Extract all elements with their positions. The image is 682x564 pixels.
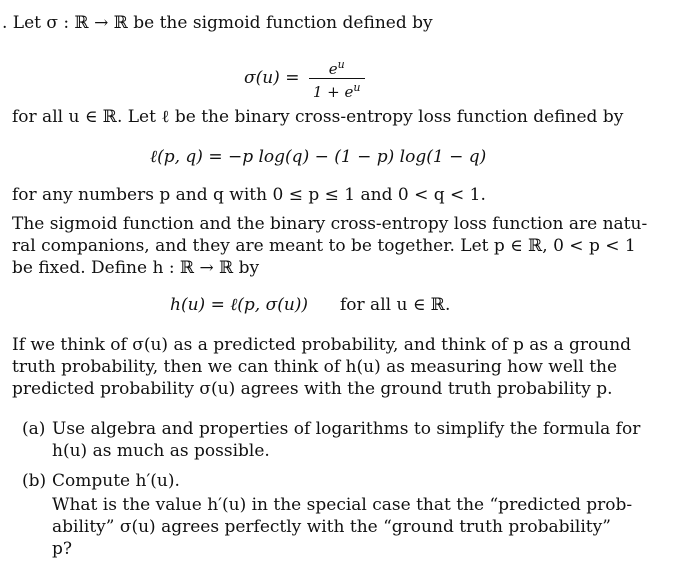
part-b-label: (b) (22, 471, 47, 491)
sigmoid-equation (244, 56, 365, 101)
companions-line-2: ral companions, and they are meant to be together. Let p ∈ ℝ, 0 < p < 1 (12, 236, 636, 256)
part-b-line-4: p? (52, 539, 72, 559)
interpret-line-1: If we think of σ(u) as a predicted probability, and think of p as a ground (12, 335, 632, 355)
companions-line-1: The sigmoid function and the binary cross-entropy loss function are natu- (12, 214, 648, 234)
fraction-numerator: $e^u$ (328, 58, 345, 78)
interpret-line-2: truth probability, then we can think of h(u) as measuring how well the (12, 357, 618, 377)
companions-line-3: be fixed. Define h : ℝ → ℝ by (12, 258, 260, 278)
part-b-line-1: Compute h′(u). (52, 471, 180, 491)
part-a-line-2: h(u) as much as possible. (52, 441, 270, 461)
part-a-label: (a) (22, 419, 46, 439)
intro-lead: . Let (2, 13, 41, 33)
h-equation-lhs: h(u) = ℓ(p, σ(u)) (170, 295, 309, 315)
h-equation-rhs: for all u ∈ ℝ. (340, 295, 451, 315)
part-a-line-1: Use algebra and properties of logarithms to simplify the formula for (52, 419, 641, 439)
sigma-definition: σ : ℝ → ℝ be the sigmoid function defined by (46, 13, 433, 33)
loss-equation: ℓ(p, q) = −p log(q) − (1 − p) log(1 − q) (150, 147, 487, 167)
part-b-line-2: What is the value h′(u) in the special case that the “predicted prob- (52, 495, 633, 515)
sigmoid-lhs: σ(u) = (244, 68, 300, 88)
fraction-denominator: $1 + e^u$ (309, 78, 365, 101)
intro-line (2, 12, 433, 34)
part-b-line-3: ability” σ(u) agrees perfectly with the “ground truth probability” (52, 517, 611, 537)
numbers-line: for any numbers p and q with 0 ≤ p ≤ 1 and 0 < q < 1. (12, 185, 486, 205)
loss-intro: for all u ∈ ℝ. Let ℓ be the binary cross-entropy loss function defined by (12, 107, 624, 127)
sigmoid-fraction (309, 56, 365, 101)
interpret-line-3: predicted probability σ(u) agrees with the ground truth probability p. (12, 379, 613, 399)
